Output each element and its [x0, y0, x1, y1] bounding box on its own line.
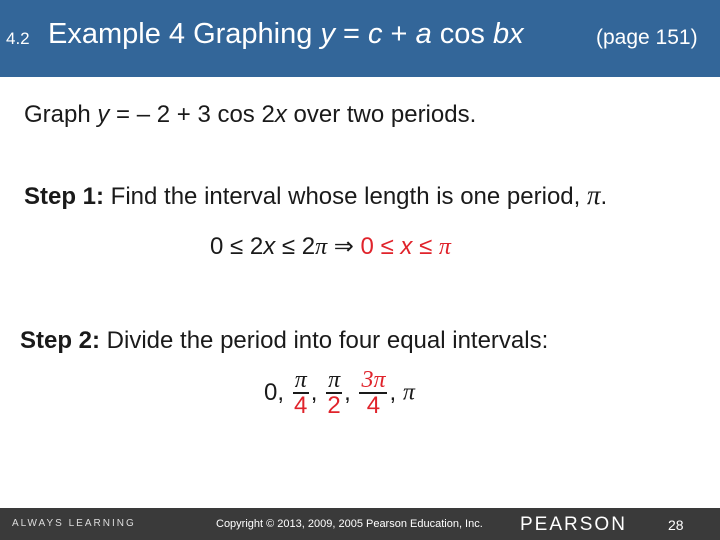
section-number: 4.2	[6, 29, 30, 48]
problem-statement	[24, 101, 476, 129]
footer-copyright: Copyright © 2013, 2009, 2005 Pearson Education, Inc.	[216, 518, 483, 530]
title-prefix: Example 4 Graphing	[48, 18, 321, 50]
frac1-den: 4	[294, 392, 308, 419]
step1-label: Step 1:	[24, 183, 105, 210]
frac2-num: π	[328, 367, 341, 393]
title-eq-mid: =	[334, 18, 368, 50]
ineq-pi2: π	[438, 234, 451, 260]
frac2-den: 2	[327, 392, 341, 419]
title-eq-y: y	[320, 18, 335, 50]
step1-end: .	[600, 183, 608, 210]
sep2: ,	[344, 379, 351, 406]
sep3: ,	[389, 379, 397, 406]
pearson-logo: PEARSON	[520, 514, 627, 535]
footer-bar	[0, 508, 720, 540]
title-eq-a: a	[415, 18, 432, 50]
frac3-den: 4	[366, 392, 381, 419]
step1-pi: π	[586, 180, 601, 210]
step2-values	[264, 368, 415, 418]
slide-title	[48, 18, 524, 51]
ineq-b: ≤ 2	[275, 233, 316, 260]
ineq-x1: x	[263, 233, 276, 260]
problem-y: y	[97, 101, 110, 128]
problem-post: over two periods.	[286, 101, 477, 128]
problem-pre: Graph	[24, 101, 98, 128]
step1-inequality	[210, 232, 451, 261]
ineq-c: 0 ≤	[360, 233, 401, 260]
value-zero: 0,	[264, 379, 285, 406]
ineq-arrow: ⇒	[327, 233, 361, 260]
step2-label: Step 2:	[20, 327, 101, 354]
value-pi: π	[402, 379, 415, 406]
ineq-d: ≤	[412, 233, 439, 260]
fraction-pi-over-4	[293, 368, 309, 418]
slide-number: 28	[668, 517, 684, 533]
footer-tagline: ALWAYS LEARNING	[12, 518, 136, 529]
ineq-result	[361, 233, 451, 260]
title-bar	[0, 0, 720, 77]
problem-x: x	[274, 101, 287, 128]
step1-line	[24, 180, 607, 211]
ineq-x2: x	[400, 233, 413, 260]
fraction-pi-over-2	[326, 368, 342, 418]
frac3-num: 3π	[361, 367, 386, 393]
page-reference: (page 151)	[596, 26, 698, 49]
sep1: ,	[310, 379, 318, 406]
title-eq-cos: cos	[431, 18, 493, 50]
title-eq-c: c	[368, 18, 383, 50]
step1-text: Find the interval whose length is one period,	[104, 183, 587, 210]
title-eq-plus: +	[382, 18, 416, 50]
ineq-pi1: π	[315, 234, 328, 260]
step2-text: Divide the period into four equal intervals:	[100, 327, 549, 354]
problem-eq: = – 2 + 3 cos 2	[109, 101, 275, 128]
title-eq-bx: bx	[492, 18, 524, 50]
fraction-3pi-over-4	[359, 368, 387, 418]
frac1-num: π	[294, 367, 307, 393]
step2-line	[20, 327, 548, 355]
ineq-a: 0 ≤ 2	[210, 233, 264, 260]
